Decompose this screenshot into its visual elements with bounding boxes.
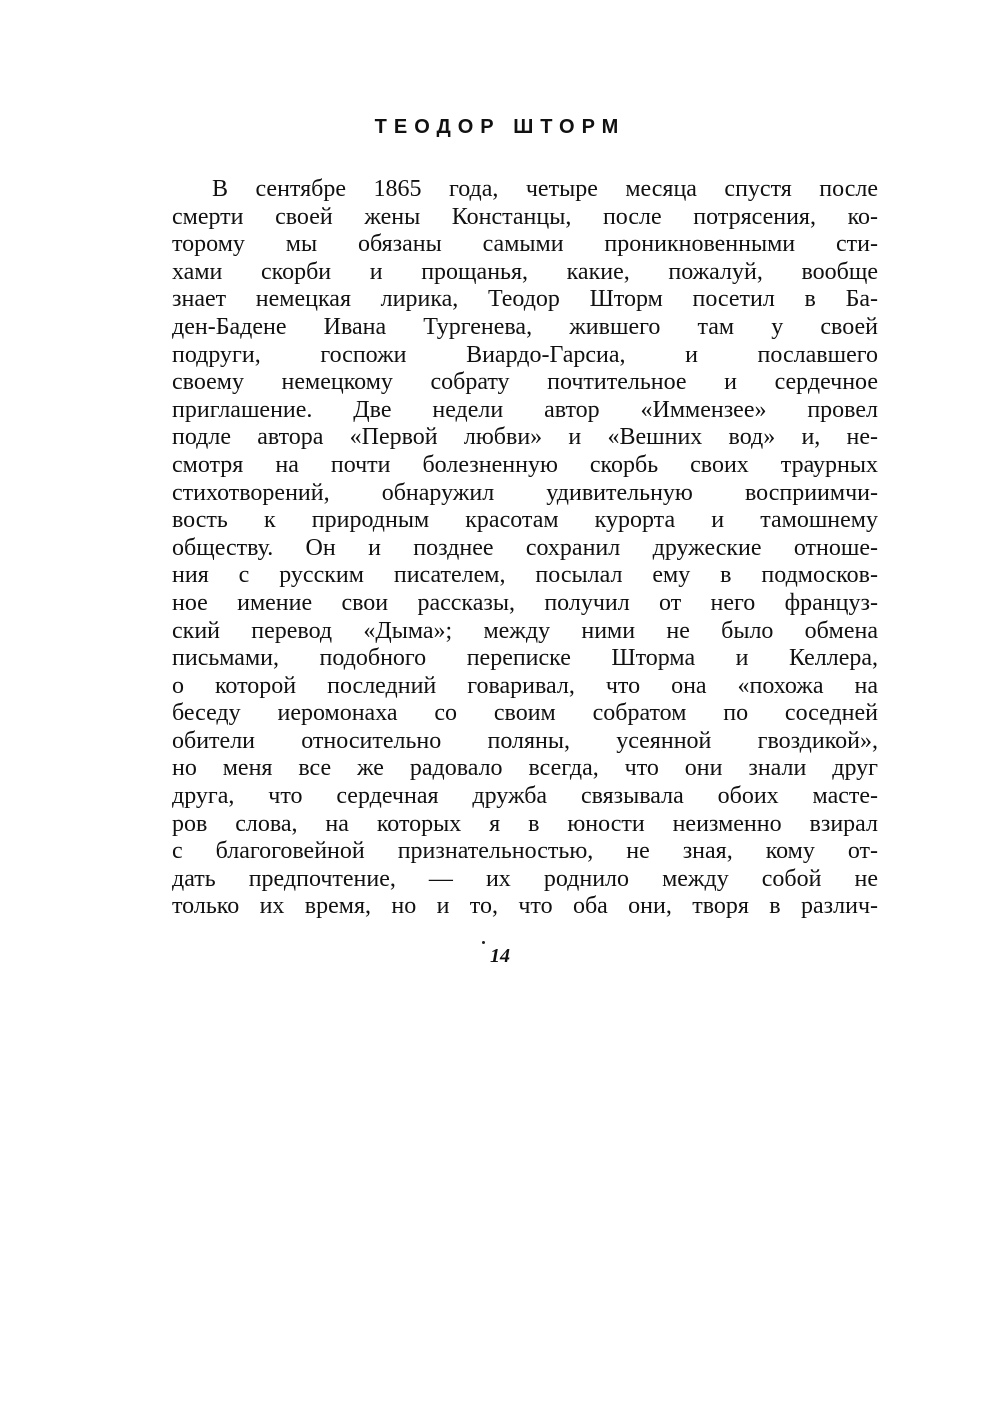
- text-line: ский перевод «Дыма»; между ними не было обмена: [172, 617, 878, 644]
- text-line: с благоговейной признательностью, не зная, кому от-: [172, 838, 878, 865]
- text-line: только их время, но и то, что оба они, творя в различ-: [172, 893, 878, 920]
- text-line: друга, что сердечная дружба связывала обоих масте-: [172, 783, 878, 810]
- page-number: 14: [490, 945, 510, 967]
- text-line: смерти своей жены Констанцы, после потрясения, ко-: [172, 203, 878, 230]
- text-line: знает немецкая лирика, Теодор Шторм посетил в Ба-: [172, 286, 878, 313]
- text-line: вость к природным красотам курорта и тамошнему: [172, 507, 878, 534]
- text-line: стихотворений, обнаружил удивительную восприимчи-: [172, 479, 878, 506]
- print-speck: [482, 941, 485, 944]
- text-line: о которой последний говаривал, что она «похожа на: [172, 672, 878, 699]
- text-line: обществу. Он и позднее сохранил дружеские отноше-: [172, 534, 878, 561]
- text-line: ное имение свои рассказы, получил от него француз-: [172, 589, 878, 616]
- text-line: подруги, госпожи Виардо-Гарсиа, и пославшего: [172, 341, 878, 368]
- text-line: письмами, подобного переписке Шторма и Келлера,: [172, 645, 878, 672]
- text-line: своему немецкому собрату почтительное и сердечное: [172, 369, 878, 396]
- text-line: торому мы обязаны самыми проникновенными сти-: [172, 231, 878, 258]
- text-line: ров слова, на которых я в юности неизменно взирал: [172, 810, 878, 837]
- text-line: обители относительно поляны, усеянной гвоздикой»,: [172, 727, 878, 754]
- text-line: ден-Бадене Ивана Тургенева, жившего там у своей: [172, 313, 878, 340]
- text-line: дать предпочтение, — их роднило между собой не: [172, 865, 878, 892]
- chapter-title: ТЕОДОР ШТОРМ: [374, 116, 626, 138]
- text-line: смотря на почти болезненную скорбь своих траурных: [172, 451, 878, 478]
- body-paragraph: [172, 176, 878, 921]
- text-line: но меня все же радовало всегда, что они знали друг: [172, 755, 878, 782]
- text-line: В сентябре 1865 года, четыре месяца спустя после: [212, 176, 878, 202]
- text-line: хами скорби и прощанья, какие, пожалуй, вообще: [172, 258, 878, 285]
- text-line: беседу иеромонаха со своим собратом по соседней: [172, 700, 878, 727]
- text-line: подле автора «Первой любви» и «Вешних вод» и, не-: [172, 424, 878, 451]
- text-line: приглашение. Две недели автор «Иммензее» провел: [172, 396, 878, 423]
- text-line: ния с русским писателем, посылал ему в подмосков-: [172, 562, 878, 589]
